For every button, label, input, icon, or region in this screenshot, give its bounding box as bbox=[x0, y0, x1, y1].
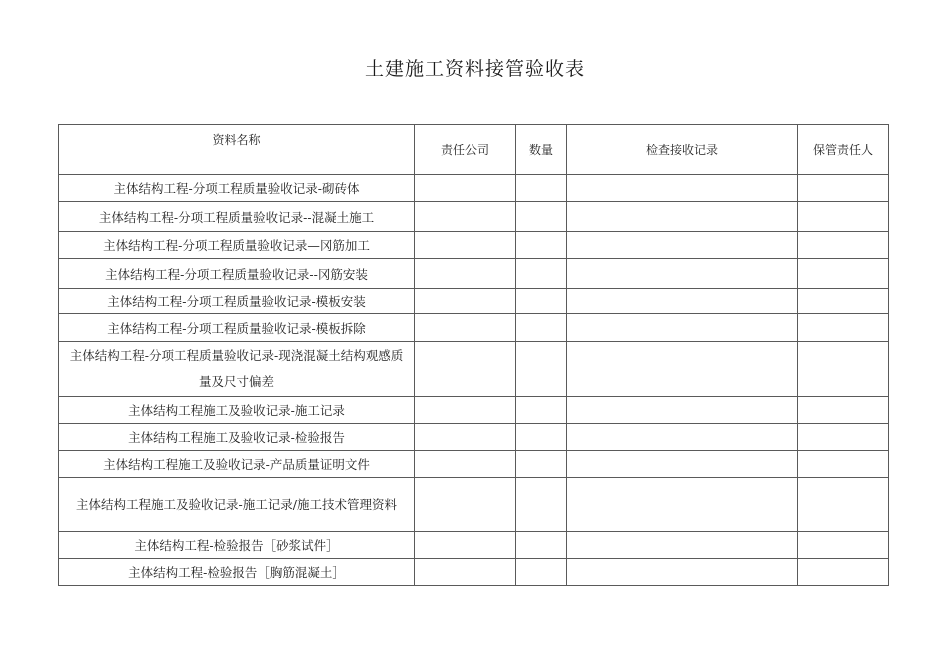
custodian-cell[interactable] bbox=[798, 424, 889, 451]
table-row bbox=[59, 451, 889, 478]
table-row bbox=[59, 342, 889, 397]
inspection-cell[interactable] bbox=[567, 451, 798, 478]
row-name-cell: 主体结构工程-分项工程质量验收记录-模板安装 bbox=[59, 289, 415, 314]
company-cell[interactable] bbox=[415, 532, 516, 559]
company-cell[interactable] bbox=[415, 397, 516, 424]
company-cell[interactable] bbox=[415, 342, 516, 397]
custodian-cell[interactable] bbox=[798, 342, 889, 397]
inspection-cell[interactable] bbox=[567, 342, 798, 397]
column-header-inspection: 检查接收记录 bbox=[567, 125, 798, 175]
table-header-row bbox=[59, 125, 889, 175]
table-row bbox=[59, 532, 889, 559]
custodian-cell[interactable] bbox=[798, 314, 889, 342]
custodian-cell[interactable] bbox=[798, 175, 889, 202]
custodian-cell[interactable] bbox=[798, 259, 889, 289]
company-cell[interactable] bbox=[415, 289, 516, 314]
company-cell[interactable] bbox=[415, 232, 516, 259]
inspection-cell[interactable] bbox=[567, 397, 798, 424]
company-cell[interactable] bbox=[415, 314, 516, 342]
column-header-company: 责任公司 bbox=[415, 125, 516, 175]
custodian-cell[interactable] bbox=[798, 559, 889, 586]
company-cell[interactable] bbox=[415, 424, 516, 451]
table-row bbox=[59, 289, 889, 314]
inspection-cell[interactable] bbox=[567, 559, 798, 586]
row-name-cell: 主体结构工程-分项工程质量验收记录--混凝土施工 bbox=[59, 202, 415, 232]
company-cell[interactable] bbox=[415, 559, 516, 586]
custodian-cell[interactable] bbox=[798, 397, 889, 424]
inspection-cell[interactable] bbox=[567, 202, 798, 232]
inspection-cell[interactable] bbox=[567, 532, 798, 559]
row-name-cell: 主体结构工程-检验报告［砂浆试件］ bbox=[59, 532, 415, 559]
quantity-cell[interactable] bbox=[516, 478, 567, 532]
row-name-cell: 主体结构工程-分项工程质量验收记录-砌砖体 bbox=[59, 175, 415, 202]
quantity-cell[interactable] bbox=[516, 559, 567, 586]
table-row bbox=[59, 424, 889, 451]
quantity-cell[interactable] bbox=[516, 424, 567, 451]
quantity-cell[interactable] bbox=[516, 314, 567, 342]
custodian-cell[interactable] bbox=[798, 451, 889, 478]
company-cell[interactable] bbox=[415, 451, 516, 478]
table-row bbox=[59, 175, 889, 202]
table-row bbox=[59, 559, 889, 586]
row-name-cell: 主体结构工程施工及验收记录-产品质量证明文件 bbox=[59, 451, 415, 478]
quantity-cell[interactable] bbox=[516, 451, 567, 478]
table-row bbox=[59, 478, 889, 532]
table-row bbox=[59, 202, 889, 232]
quantity-cell[interactable] bbox=[516, 175, 567, 202]
custodian-cell[interactable] bbox=[798, 478, 889, 532]
receipt-table bbox=[58, 124, 889, 586]
inspection-cell[interactable] bbox=[567, 175, 798, 202]
row-name-cell: 主体结构工程施工及验收记录-施工记录/施工技术管理资料 bbox=[59, 478, 415, 532]
company-cell[interactable] bbox=[415, 259, 516, 289]
row-name-cell: 主体结构工程-检验报告［胸筋混凝土］ bbox=[59, 559, 415, 586]
company-cell[interactable] bbox=[415, 478, 516, 532]
company-cell[interactable] bbox=[415, 175, 516, 202]
quantity-cell[interactable] bbox=[516, 342, 567, 397]
inspection-cell[interactable] bbox=[567, 424, 798, 451]
column-header-custodian: 保管责任人 bbox=[798, 125, 889, 175]
row-name-cell: 主体结构工程-分项工程质量验收记录-模板拆除 bbox=[59, 314, 415, 342]
inspection-cell[interactable] bbox=[567, 259, 798, 289]
inspection-cell[interactable] bbox=[567, 478, 798, 532]
table-row bbox=[59, 314, 889, 342]
row-name-cell: 主体结构工程-分项工程质量验收记录-现浇混凝土结构观感质量及尺寸偏差 bbox=[59, 342, 415, 397]
quantity-cell[interactable] bbox=[516, 397, 567, 424]
page-title: 土建施工资料接管验收表 bbox=[364, 58, 585, 80]
custodian-cell[interactable] bbox=[798, 289, 889, 314]
table-row bbox=[59, 259, 889, 289]
quantity-cell[interactable] bbox=[516, 202, 567, 232]
quantity-cell[interactable] bbox=[516, 259, 567, 289]
row-name-cell: 主体结构工程施工及验收记录-施工记录 bbox=[59, 397, 415, 424]
quantity-cell[interactable] bbox=[516, 289, 567, 314]
custodian-cell[interactable] bbox=[798, 202, 889, 232]
custodian-cell[interactable] bbox=[798, 532, 889, 559]
inspection-cell[interactable] bbox=[567, 314, 798, 342]
custodian-cell[interactable] bbox=[798, 232, 889, 259]
inspection-cell[interactable] bbox=[567, 232, 798, 259]
company-cell[interactable] bbox=[415, 202, 516, 232]
column-header-quantity: 数量 bbox=[516, 125, 567, 175]
table-row bbox=[59, 232, 889, 259]
inspection-cell[interactable] bbox=[567, 289, 798, 314]
quantity-cell[interactable] bbox=[516, 232, 567, 259]
table-row bbox=[59, 397, 889, 424]
quantity-cell[interactable] bbox=[516, 532, 567, 559]
column-header-name: 资料名称 bbox=[59, 125, 415, 175]
row-name-cell: 主体结构工程-分项工程质量验收记录--冈筋安装 bbox=[59, 259, 415, 289]
row-name-cell: 主体结构工程施工及验收记录-检验报告 bbox=[59, 424, 415, 451]
row-name-cell: 主体结构工程-分项工程质量验收记录—冈筋加工 bbox=[59, 232, 415, 259]
